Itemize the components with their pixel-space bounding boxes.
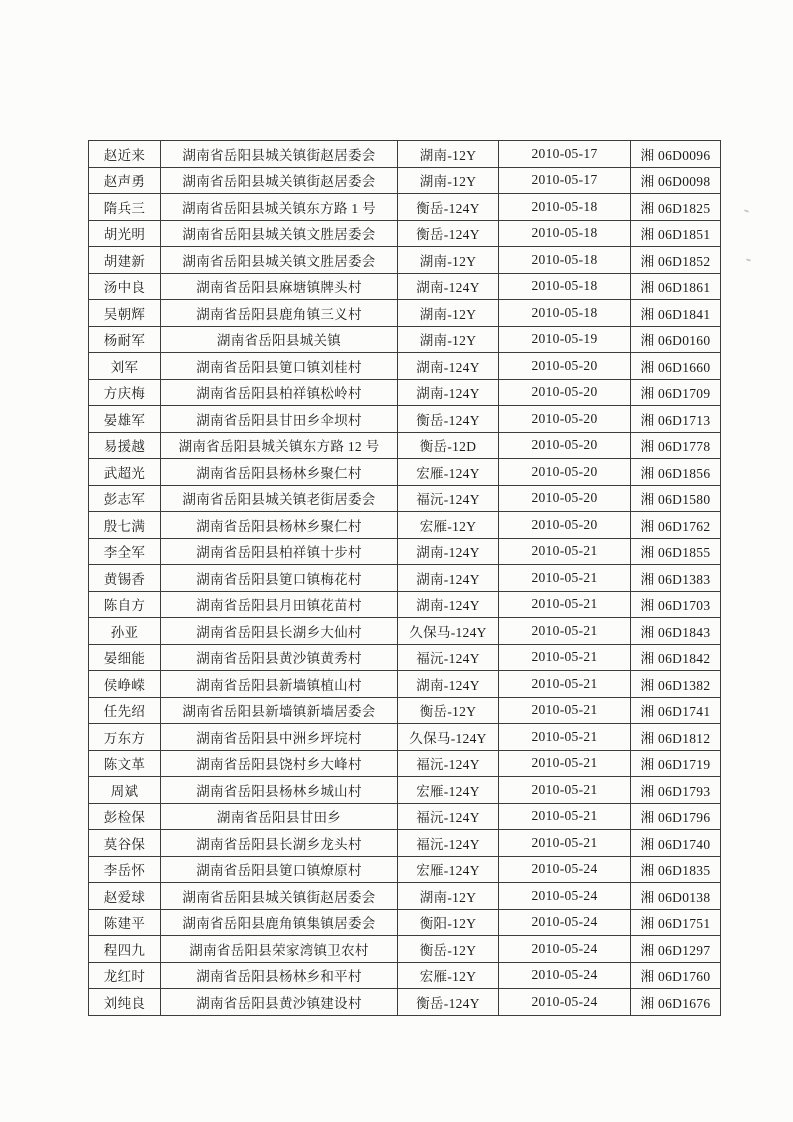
cell-date: 2010-05-21 xyxy=(499,591,631,618)
cell-name: 晏细能 xyxy=(89,644,161,671)
cell-plate: 湘 06D1719 xyxy=(631,750,721,777)
cell-model: 湖南-12Y xyxy=(398,141,499,168)
cell-plate: 湘 06D1580 xyxy=(631,485,721,512)
cell-model: 福沅-124Y xyxy=(398,750,499,777)
cell-plate: 湘 06D1778 xyxy=(631,432,721,459)
scan-speck xyxy=(744,209,749,213)
cell-address: 湖南省岳阳县月田镇花苗村 xyxy=(161,591,398,618)
table-row xyxy=(89,353,721,380)
cell-name: 莫谷保 xyxy=(89,830,161,857)
cell-name: 赵声勇 xyxy=(89,167,161,194)
cell-name: 殷七满 xyxy=(89,512,161,539)
table-row xyxy=(89,591,721,618)
table-row xyxy=(89,300,721,327)
cell-model: 宏雁-124Y xyxy=(398,856,499,883)
cell-model: 宏雁-124Y xyxy=(398,777,499,804)
cell-date: 2010-05-19 xyxy=(499,326,631,353)
cell-model: 湖南-124Y xyxy=(398,379,499,406)
cell-plate: 湘 06D0160 xyxy=(631,326,721,353)
table-row xyxy=(89,618,721,645)
table-body xyxy=(89,141,721,1016)
cell-model: 衡岳-124Y xyxy=(398,220,499,247)
cell-address: 湖南省岳阳县鹿角镇三义村 xyxy=(161,300,398,327)
cell-date: 2010-05-18 xyxy=(499,273,631,300)
cell-plate: 湘 06D1796 xyxy=(631,803,721,830)
cell-date: 2010-05-21 xyxy=(499,538,631,565)
cell-name: 李全军 xyxy=(89,538,161,565)
cell-address: 湖南省岳阳县城关镇文胜居委会 xyxy=(161,247,398,274)
cell-date: 2010-05-21 xyxy=(499,803,631,830)
cell-name: 孙亚 xyxy=(89,618,161,645)
cell-model: 湖南-12Y xyxy=(398,326,499,353)
cell-name: 方庆梅 xyxy=(89,379,161,406)
cell-name: 彭检保 xyxy=(89,803,161,830)
table-row xyxy=(89,962,721,989)
cell-address: 湖南省岳阳县城关镇街赵居委会 xyxy=(161,883,398,910)
cell-date: 2010-05-21 xyxy=(499,618,631,645)
cell-date: 2010-05-21 xyxy=(499,777,631,804)
cell-address: 湖南省岳阳县城关镇街赵居委会 xyxy=(161,167,398,194)
cell-model: 衡岳-12D xyxy=(398,432,499,459)
cell-name: 易援越 xyxy=(89,432,161,459)
cell-name: 万东方 xyxy=(89,724,161,751)
table-row xyxy=(89,406,721,433)
cell-plate: 湘 06D1740 xyxy=(631,830,721,857)
cell-date: 2010-05-24 xyxy=(499,989,631,1016)
cell-plate: 湘 06D1793 xyxy=(631,777,721,804)
cell-address: 湖南省岳阳县新墙镇植山村 xyxy=(161,671,398,698)
cell-model: 宏雁-124Y xyxy=(398,459,499,486)
cell-plate: 湘 06D1851 xyxy=(631,220,721,247)
cell-date: 2010-05-24 xyxy=(499,962,631,989)
cell-plate: 湘 06D0096 xyxy=(631,141,721,168)
table-row xyxy=(89,485,721,512)
cell-plate: 湘 06D1703 xyxy=(631,591,721,618)
cell-model: 福沅-124Y xyxy=(398,830,499,857)
cell-date: 2010-05-21 xyxy=(499,671,631,698)
table-row xyxy=(89,379,721,406)
table-row xyxy=(89,167,721,194)
cell-name: 汤中良 xyxy=(89,273,161,300)
cell-address: 湖南省岳阳县鹿角镇集镇居委会 xyxy=(161,909,398,936)
cell-date: 2010-05-24 xyxy=(499,909,631,936)
cell-address: 湖南省岳阳县城关镇东方路 1 号 xyxy=(161,194,398,221)
table-row xyxy=(89,750,721,777)
cell-plate: 湘 06D1709 xyxy=(631,379,721,406)
table-row xyxy=(89,697,721,724)
table-row xyxy=(89,459,721,486)
cell-date: 2010-05-21 xyxy=(499,644,631,671)
cell-address: 湖南省岳阳县中洲乡坪垸村 xyxy=(161,724,398,751)
cell-address: 湖南省岳阳县荣家湾镇卫农村 xyxy=(161,936,398,963)
cell-name: 李岳怀 xyxy=(89,856,161,883)
cell-address: 湖南省岳阳县甘田乡伞坝村 xyxy=(161,406,398,433)
cell-date: 2010-05-24 xyxy=(499,936,631,963)
table-row xyxy=(89,432,721,459)
cell-address: 湖南省岳阳县长湖乡龙头村 xyxy=(161,830,398,857)
cell-date: 2010-05-21 xyxy=(499,830,631,857)
cell-date: 2010-05-20 xyxy=(499,353,631,380)
cell-plate: 湘 06D1660 xyxy=(631,353,721,380)
cell-name: 刘纯良 xyxy=(89,989,161,1016)
cell-model: 衡岳-12Y xyxy=(398,697,499,724)
cell-plate: 湘 06D1852 xyxy=(631,247,721,274)
cell-address: 湖南省岳阳县城关镇东方路 12 号 xyxy=(161,432,398,459)
table-row xyxy=(89,777,721,804)
cell-model: 湖南-124Y xyxy=(398,353,499,380)
table-row xyxy=(89,830,721,857)
cell-name: 黄锡香 xyxy=(89,565,161,592)
cell-date: 2010-05-21 xyxy=(499,750,631,777)
cell-plate: 湘 06D1855 xyxy=(631,538,721,565)
cell-model: 宏雁-12Y xyxy=(398,512,499,539)
cell-address: 湖南省岳阳县筻口镇刘桂村 xyxy=(161,353,398,380)
cell-model: 福沅-124Y xyxy=(398,644,499,671)
cell-address: 湖南省岳阳县饶村乡大峰村 xyxy=(161,750,398,777)
cell-model: 宏雁-12Y xyxy=(398,962,499,989)
cell-address: 湖南省岳阳县麻塘镇牌头村 xyxy=(161,273,398,300)
table-row xyxy=(89,803,721,830)
cell-date: 2010-05-18 xyxy=(499,194,631,221)
cell-model: 湖南-124Y xyxy=(398,273,499,300)
table-row xyxy=(89,989,721,1016)
cell-name: 周斌 xyxy=(89,777,161,804)
cell-date: 2010-05-21 xyxy=(499,697,631,724)
cell-address: 湖南省岳阳县甘田乡 xyxy=(161,803,398,830)
table-row xyxy=(89,247,721,274)
cell-plate: 湘 06D1762 xyxy=(631,512,721,539)
cell-model: 湖南-124Y xyxy=(398,565,499,592)
table-row xyxy=(89,724,721,751)
cell-plate: 湘 06D1835 xyxy=(631,856,721,883)
cell-plate: 湘 06D1383 xyxy=(631,565,721,592)
cell-name: 任先绍 xyxy=(89,697,161,724)
cell-address: 湖南省岳阳县黄沙镇黄秀村 xyxy=(161,644,398,671)
cell-address: 湖南省岳阳县城关镇 xyxy=(161,326,398,353)
table-row xyxy=(89,326,721,353)
cell-plate: 湘 06D1741 xyxy=(631,697,721,724)
cell-address: 湖南省岳阳县长湖乡大仙村 xyxy=(161,618,398,645)
cell-name: 武超光 xyxy=(89,459,161,486)
cell-address: 湖南省岳阳县城关镇老街居委会 xyxy=(161,485,398,512)
cell-date: 2010-05-20 xyxy=(499,406,631,433)
cell-address: 湖南省岳阳县新墙镇新墙居委会 xyxy=(161,697,398,724)
cell-name: 彭志军 xyxy=(89,485,161,512)
cell-name: 吴朝辉 xyxy=(89,300,161,327)
cell-name: 侯峥嵘 xyxy=(89,671,161,698)
cell-date: 2010-05-21 xyxy=(499,724,631,751)
cell-date: 2010-05-17 xyxy=(499,167,631,194)
cell-date: 2010-05-20 xyxy=(499,485,631,512)
table-row xyxy=(89,909,721,936)
cell-address: 湖南省岳阳县杨林乡城山村 xyxy=(161,777,398,804)
cell-model: 衡阳-12Y xyxy=(398,909,499,936)
cell-date: 2010-05-18 xyxy=(499,220,631,247)
cell-date: 2010-05-17 xyxy=(499,141,631,168)
cell-plate: 湘 06D1856 xyxy=(631,459,721,486)
cell-model: 湖南-124Y xyxy=(398,538,499,565)
cell-address: 湖南省岳阳县筻口镇燎原村 xyxy=(161,856,398,883)
table-row xyxy=(89,273,721,300)
cell-date: 2010-05-21 xyxy=(499,565,631,592)
cell-name: 程四九 xyxy=(89,936,161,963)
table-row xyxy=(89,512,721,539)
cell-address: 湖南省岳阳县黄沙镇建设村 xyxy=(161,989,398,1016)
cell-address: 湖南省岳阳县柏祥镇十步村 xyxy=(161,538,398,565)
table-row xyxy=(89,644,721,671)
cell-date: 2010-05-20 xyxy=(499,459,631,486)
cell-name: 胡建新 xyxy=(89,247,161,274)
cell-date: 2010-05-18 xyxy=(499,247,631,274)
cell-address: 湖南省岳阳县城关镇文胜居委会 xyxy=(161,220,398,247)
cell-plate: 湘 06D1861 xyxy=(631,273,721,300)
scan-speck xyxy=(746,258,751,261)
cell-name: 陈自方 xyxy=(89,591,161,618)
cell-name: 晏雄军 xyxy=(89,406,161,433)
table-row xyxy=(89,856,721,883)
cell-plate: 湘 06D1841 xyxy=(631,300,721,327)
cell-plate: 湘 06D1382 xyxy=(631,671,721,698)
table-row xyxy=(89,671,721,698)
registration-table xyxy=(88,140,721,1016)
cell-name: 赵爱球 xyxy=(89,883,161,910)
cell-name: 赵近来 xyxy=(89,141,161,168)
cell-name: 刘军 xyxy=(89,353,161,380)
table-row xyxy=(89,141,721,168)
cell-model: 湖南-124Y xyxy=(398,671,499,698)
cell-model: 衡岳-124Y xyxy=(398,989,499,1016)
cell-date: 2010-05-20 xyxy=(499,432,631,459)
cell-model: 衡岳-12Y xyxy=(398,936,499,963)
cell-address: 湖南省岳阳县杨林乡聚仁村 xyxy=(161,459,398,486)
cell-plate: 湘 06D0098 xyxy=(631,167,721,194)
cell-model: 湖南-12Y xyxy=(398,247,499,274)
cell-address: 湖南省岳阳县杨林乡聚仁村 xyxy=(161,512,398,539)
cell-name: 杨耐军 xyxy=(89,326,161,353)
cell-model: 湖南-124Y xyxy=(398,591,499,618)
cell-address: 湖南省岳阳县杨林乡和平村 xyxy=(161,962,398,989)
cell-plate: 湘 06D1842 xyxy=(631,644,721,671)
cell-name: 胡光明 xyxy=(89,220,161,247)
cell-model: 衡岳-124Y xyxy=(398,194,499,221)
cell-model: 湖南-12Y xyxy=(398,883,499,910)
table-row xyxy=(89,936,721,963)
cell-model: 久保马-124Y xyxy=(398,724,499,751)
table-row xyxy=(89,883,721,910)
cell-plate: 湘 06D1751 xyxy=(631,909,721,936)
cell-date: 2010-05-24 xyxy=(499,883,631,910)
cell-name: 陈建平 xyxy=(89,909,161,936)
cell-plate: 湘 06D1713 xyxy=(631,406,721,433)
table-row xyxy=(89,538,721,565)
cell-date: 2010-05-20 xyxy=(499,379,631,406)
cell-plate: 湘 06D1297 xyxy=(631,936,721,963)
cell-model: 福沅-124Y xyxy=(398,485,499,512)
cell-name: 龙红时 xyxy=(89,962,161,989)
cell-date: 2010-05-24 xyxy=(499,856,631,883)
cell-model: 衡岳-124Y xyxy=(398,406,499,433)
cell-model: 湖南-12Y xyxy=(398,167,499,194)
cell-model: 久保马-124Y xyxy=(398,618,499,645)
cell-plate: 湘 06D0138 xyxy=(631,883,721,910)
cell-address: 湖南省岳阳县柏祥镇松岭村 xyxy=(161,379,398,406)
cell-plate: 湘 06D1812 xyxy=(631,724,721,751)
cell-plate: 湘 06D1676 xyxy=(631,989,721,1016)
cell-name: 陈文革 xyxy=(89,750,161,777)
cell-date: 2010-05-18 xyxy=(499,300,631,327)
cell-plate: 湘 06D1843 xyxy=(631,618,721,645)
cell-plate: 湘 06D1825 xyxy=(631,194,721,221)
cell-name: 隋兵三 xyxy=(89,194,161,221)
cell-date: 2010-05-20 xyxy=(499,512,631,539)
table-row xyxy=(89,194,721,221)
cell-model: 湖南-12Y xyxy=(398,300,499,327)
cell-model: 福沅-124Y xyxy=(398,803,499,830)
cell-address: 湖南省岳阳县筻口镇梅花村 xyxy=(161,565,398,592)
table-row xyxy=(89,220,721,247)
cell-plate: 湘 06D1760 xyxy=(631,962,721,989)
table-row xyxy=(89,565,721,592)
cell-address: 湖南省岳阳县城关镇街赵居委会 xyxy=(161,141,398,168)
